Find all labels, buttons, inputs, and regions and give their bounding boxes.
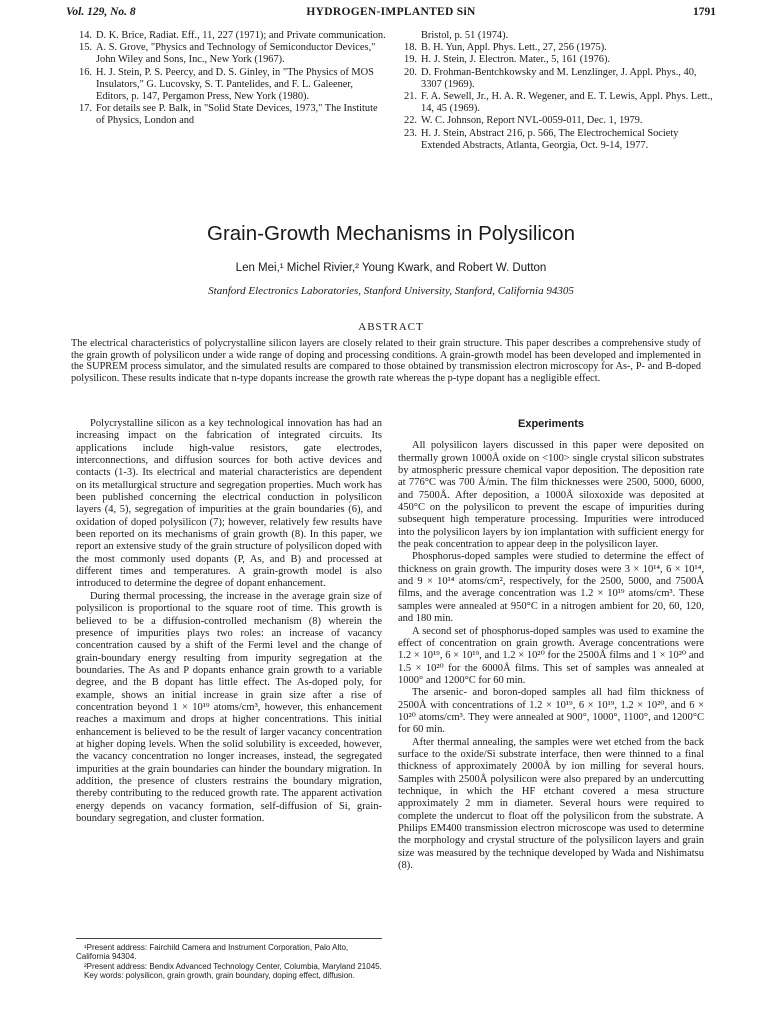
reference-number: 22. <box>404 115 417 127</box>
running-header <box>66 6 716 24</box>
reference-item <box>395 91 717 115</box>
reference-item <box>70 67 388 104</box>
abstract-heading: ABSTRACT <box>358 321 424 333</box>
reference-item <box>70 103 388 127</box>
reference-text: W. C. Johnson, Report NVL-0059-011, Dec. 1, 1979. <box>421 115 643 127</box>
page-number: 1791 <box>693 6 716 18</box>
reference-item <box>70 42 388 66</box>
reference-number: 23. <box>404 127 417 139</box>
running-title: HYDROGEN-IMPLANTED SiN <box>306 6 476 18</box>
references-left-column <box>70 30 388 128</box>
reference-text: H. J. Stein, P. S. Peercy, and D. S. Ginley, in "The Physics of MOS Insulators," G. Lucovsky, S. T. Pantelides, and F. L. Galeener, Editors, p. 147, Pergamon Press, New York (1980). <box>96 66 374 103</box>
body-paragraph: Phosphorus-doped samples were studied to determine the effect of thickness on grain growth. The impurity doses were 3 × 10¹⁴, 6 × 10¹⁴, and 9 × 10¹⁴ atoms/cm², respectively, for the 2500, 5000, and 7500Å films, and the average concentration was 1.2 × 10¹⁹ atoms/cm³. These samples were annealed at 950°C in a nitrogen ambient for 20, 60, 120, and 180 min. <box>398 551 704 625</box>
reference-text: B. H. Yun, Appl. Phys. Lett., 27, 256 (1975). <box>421 42 607 54</box>
reference-text: For details see P. Balk, in "Solid State Devices, 1973," The Institute of Physics, London and <box>96 103 378 127</box>
reference-text: Bristol, p. 51 (1974). <box>421 30 509 41</box>
author-affiliation: Stanford Electronics Laboratories, Stanford University, Stanford, California 94305 <box>208 285 574 297</box>
reference-number: 14. <box>79 30 92 41</box>
reference-number: 20. <box>404 66 417 78</box>
reference-item <box>395 42 717 54</box>
reference-text: A. S. Grove, "Physics and Technology of Semiconductor Devices," John Wiley and Sons, Inc., New York (1967). <box>96 42 376 66</box>
body-paragraph: Polycrystalline silicon as a key technological innovation has had an increasing impact on the fabrication of integrated circuits. Its applications include high-value resistors, gate electrodes, interconnections, and diffusion sources for both active devices and contacts (1-3). Its electrical and material characteristics are dependent on its metallurgical structure and segregation properties. Much work has been published concerning the electrical conduction in polysilicon layers (4, 5), segregation of impurities at the grain boundaries (6), and oxidation of doped polysilicon (7); however, relatively few results have been reported on its mechanisms of grain growth (8). In this paper, we report an extensive study of the grain structure of polysilicon doped with the most commonly used dopants (P, As, and B) and processed at different times and temperatures. A grain-growth model is also introduced to determine the degree of dopant enhancement. <box>76 418 382 590</box>
reference-text: D. Frohman-Bentchkowsky and M. Lenzlinger, J. Appl. Phys., 40, 3307 (1969). <box>421 66 697 90</box>
reference-item <box>395 115 717 127</box>
reference-number: 18. <box>404 42 417 54</box>
reference-number: 16. <box>79 66 92 78</box>
abstract-text: The electrical characteristics of polycrystalline silicon layers are closely related to their grain structure. This paper describes a comprehensive study of the grain growth of polysilicon under a wide range of doping and processing conditions. A grain-growth model has been developed and implemented in the SUPREM process simulator, and the simulated results are compared to those obtained by transmission electron microscopy for As-, P- and B-doped polysilicon. These results indicate that n-type dopants increase the growth rate whereas the p-type dopant has a negligible effect. <box>71 338 701 385</box>
reference-number: 21. <box>404 91 417 103</box>
footnotes <box>76 938 382 981</box>
reference-text: D. K. Brice, Radiat. Eff., 11, 227 (1971); and Private communication. <box>96 30 386 41</box>
article-title: Grain-Growth Mechanisms in Polysilicon <box>207 222 575 245</box>
reference-number: 17. <box>79 103 92 115</box>
reference-text: F. A. Sewell, Jr., H. A. R. Wegener, and E. T. Lewis, Appl. Phys. Lett., 14, 45 (1969). <box>421 91 713 115</box>
body-paragraph: The arsenic- and boron-doped samples all had film thickness of 2500Å with concentrations of 1.2 × 10¹⁹, 6 × 10¹⁹, 1.2 × 10²⁰, and 6 × 10²⁰ atoms/cm³. They were annealed at 900°, 1000°, 1100°, and 1200°C for 60 min. <box>398 687 704 736</box>
body-left-column <box>76 418 382 825</box>
reference-item <box>70 30 388 42</box>
footnote: ¹Present address: Fairchild Camera and Instrument Corporation, Palo Alto, California 94304. <box>76 943 349 962</box>
footnote: Key words: polysilicon, grain growth, grain boundary, doping effect, diffusion. <box>84 971 355 981</box>
section-heading: Experiments <box>517 418 585 430</box>
reference-text: H. J. Stein, J. Electron. Mater., 5, 161 (1976). <box>421 54 611 66</box>
footnote: ²Present address: Bendix Advanced Technology Center, Columbia, Maryland 21045. <box>84 961 382 971</box>
references-right-column <box>395 30 717 152</box>
body-paragraph: During thermal processing, the increase in the average grain size of polysilicon is proportional to the square root of time. This growth is believed to be a diffusion-controlled mechanism (8) wherein the presence of impurities plays two roles: an increase of vacancy concentration caused by a shift of the Fermi level and the change of grain-boundary energy resulting from impurity segregation at the boundaries. The As and P dopants enhance grain growth to a variable degree, and the B dopant has little effect. The As-doped poly, for example, shows an initial increase in grain size after a rise of concentration beyond 1 × 10¹⁹ atoms/cm³, however, this enhancement reaches a maximum and drops at higher concentrations. This initial enhancement is believed to be the result of larger vacancy concentration at higher doping levels. When the solid solubility is exceeded, however, the vacancy concentration no longer increases, instead, the segregated impurities at the grain boundaries can hinder the boundary migration. In addition, the presence of clusters restrains the boundary migration, thereby contributing to the reduced growth rate. The apparent activation energy depends on vacancy formation, self-diffusion of Si, grain-boundary segregation, and cluster formation. <box>76 590 382 824</box>
body-right-column <box>398 418 704 872</box>
reference-item <box>395 30 717 42</box>
reference-number: 15. <box>79 42 92 54</box>
reference-text: H. J. Stein, Abstract 216, p. 566, The Electrochemical Society Extended Abstracts, Atlanta, Georgia, Oct. 9-14, 1977. <box>421 127 679 151</box>
body-paragraph: After thermal annealing, the samples were wet etched from the back surface to the oxide/Si substrate interface, then were thinned to a final thickness of approximately 2000Å by ion milling for several hours. Samples with 2500Å polysilicon were also prepared by an undercutting technique, in which the HF etchant covered a mesa structure approximately 2 mm in diameter. Several hours were required to complete the undercut to float off the polysilicon from the substrate. A Philips EM400 transmission electron microscope was used to determine the morphology and crystal structure of the polysilicon layers and grain size was measured by the technique developed by Wada and Nishimatsu (8). <box>398 736 704 872</box>
body-paragraph: All polysilicon layers discussed in this paper were deposited on thermally grown 1000Å oxide on <100> single crystal silicon substrates by atmospheric pressure chemical vapor deposition. The deposition rate at 776°C was 700 Å/min. The film thicknesses were 2500, 5000, 6000, and 7500Å. After deposition, a 1000Å siloxoxide was deposited at 450°C on the polysilicon to prevent the escape of impurities during subsequent high temperature processing. Impurities were introduced into the polysilicon layers by ion implantation with sufficient energy for the peak concentration to appear deep in the polysilicon layer. <box>398 440 704 551</box>
reference-item <box>395 128 717 152</box>
reference-number: 19. <box>404 54 417 66</box>
volume-label: Vol. 129, No. 8 <box>66 6 136 18</box>
article-authors: Len Mei,¹ Michel Rivier,² Young Kwark, and Robert W. Dutton <box>235 262 547 274</box>
body-paragraph: A second set of phosphorus-doped samples was used to examine the effect of concentration on grain growth. Average concentrations were 1.2 × 10¹⁹, 6 × 10¹⁹, and 1.2 × 10²⁰ for the 2500Å films and 1 × 10²⁰ and 1.5 × 10²⁰ for the 6000Å films. This set of samples was annealed at 1000° and 1200°C for 60 min. <box>398 625 704 686</box>
reference-item <box>395 54 717 66</box>
reference-item <box>395 67 717 91</box>
